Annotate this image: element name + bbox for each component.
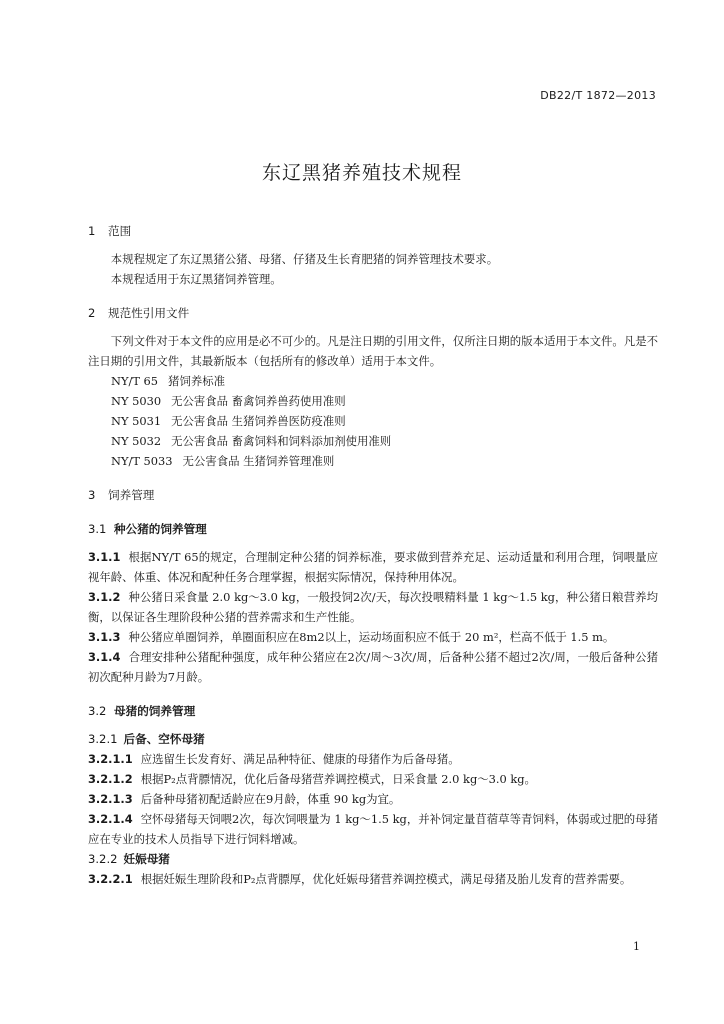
section-title: 范围 [108,224,132,238]
reference-code: NY/T 5033 [111,454,173,468]
clause-text: 合理安排种公猪配种强度，成年种公猪应在2次/周～3次/周，后备种公猪不超过2次/周，一般后备种公猪初次配种月龄为7月龄。 [88,650,658,684]
clause [88,809,658,849]
clause-text: 种公猪应单圈饲养，单圈面积应在8m2以上，运动场面积应不低于 20 m²，栏高不低于 1.5 m。 [128,630,615,644]
clause [88,627,658,647]
standard-code: DB22/T 1872—2013 [540,89,656,102]
clause-number: 3.1.2 [88,590,121,604]
clause-text: 根据妊娠生理阶段和P₂点背膘厚，优化妊娠母猪营养调控模式，满足母猪及胎儿发育的营养需要。 [140,872,632,886]
page-number: 1 [633,940,640,953]
section-heading-3 [88,485,658,505]
clause-text: 种公猪日采食量 2.0 kg～3.0 kg，一般投饲2次/天，每次投喂精料量 1 kg～1.5 kg，种公猪日粮营养均衡，以保证各生理阶段种公猪的营养需求和生产性能。 [88,590,658,624]
reference-name: 无公害食品 畜禽饲料和饲料添加剂使用准则 [171,434,392,448]
clause-number: 3.2.1.1 [88,752,133,766]
reference-item [88,431,658,451]
section-heading-1 [88,221,658,241]
clause-text: 根据NY/T 65的规定，合理制定种公猪的饲养标准，要求做到营养充足、运动适量和利用合理，饲喂量应视年龄、体重、体况和配种任务合理掌握，根据实际情况，保持种用体况。 [88,550,658,584]
clause-text: 空怀母猪每天饲喂2次，每次饲喂量为 1 kg～1.5 kg，并补饲定量苜蓿草等青饲料，体弱或过肥的母猪应在专业的技术人员指导下进行饲料增减。 [88,812,658,846]
document-title: 东辽黑猪养殖技术规程 [261,162,462,184]
clause [88,749,658,769]
reference-name: 无公害食品 生猪饲养管理准则 [182,454,335,468]
clause-text: 应选留生长发育好、满足品种特征、健康的母猪作为后备母猪。 [140,752,460,766]
section-number: 1 [88,224,96,238]
paragraph: 下列文件对于本文件的应用是必不可少的。凡是注日期的引用文件，仅所注日期的版本适用于本文件。凡是不注日期的引用文件，其最新版本（包括所有的修改单）适用于本文件。 [88,334,658,368]
clause-text: 后备种母猪初配适龄应在9月龄，体重 90 kg为宜。 [140,792,401,806]
paragraph: 本规程规定了东辽黑猪公猪、母猪、仔猪及生长育肥猪的饲养管理技术要求。 [110,252,499,266]
subsection-number: 3.1 [88,522,107,536]
document-body [88,221,658,889]
clause [88,769,658,789]
clause-text: 根据P₂点背膘情况，优化后备母猪营养调控模式，日采食量 2.0 kg～3.0 kg。 [140,772,536,786]
clause-number: 3.2.1.4 [88,812,133,826]
reference-name: 无公害食品 生猪饲养兽医防疫准则 [171,414,346,428]
subsection-title: 母猪的饲养管理 [114,704,196,718]
section-number: 3 [88,488,96,502]
reference-name: 无公害食品 畜禽饲养兽药使用准则 [171,394,346,408]
reference-code: NY 5032 [111,434,162,448]
section-title: 规范性引用文件 [108,306,190,320]
clause-number: 3.1.3 [88,630,121,644]
reference-item [88,451,658,471]
reference-code: NY 5030 [111,394,162,408]
subsection-title: 后备、空怀母猪 [123,732,205,746]
reference-name: 猪饲养标准 [168,374,226,388]
reference-list [88,371,658,471]
subsection-heading-3-2-1 [88,729,658,749]
clause [88,647,658,687]
clause [88,789,658,809]
reference-code: NY/T 65 [111,374,159,388]
clause-number: 3.2.2.1 [88,872,133,886]
reference-item [88,391,658,411]
subsection-heading-3-1 [88,519,658,539]
subsection-heading-3-2-2 [88,849,658,869]
clause-number: 3.2.1.3 [88,792,133,806]
paragraph: 本规程适用于东辽黑猪饲养管理。 [110,272,282,286]
subsection-title: 种公猪的饲养管理 [114,522,207,536]
clause [88,547,658,587]
section-number: 2 [88,306,96,320]
section-heading-2 [88,303,658,323]
subsection-title: 妊娠母猪 [123,852,170,866]
clause [88,587,658,627]
subsection-heading-3-2 [88,701,658,721]
section-title: 饲养管理 [108,488,155,502]
clause-number: 3.2.1.2 [88,772,133,786]
subsection-number: 3.2 [88,704,107,718]
reference-code: NY 5031 [111,414,162,428]
reference-item [88,371,658,391]
subsection-number: 3.2.1 [88,732,118,746]
clause-number: 3.1.1 [88,550,121,564]
subsection-number: 3.2.2 [88,852,118,866]
reference-item [88,411,658,431]
clause-number: 3.1.4 [88,650,121,664]
clause [88,869,658,889]
